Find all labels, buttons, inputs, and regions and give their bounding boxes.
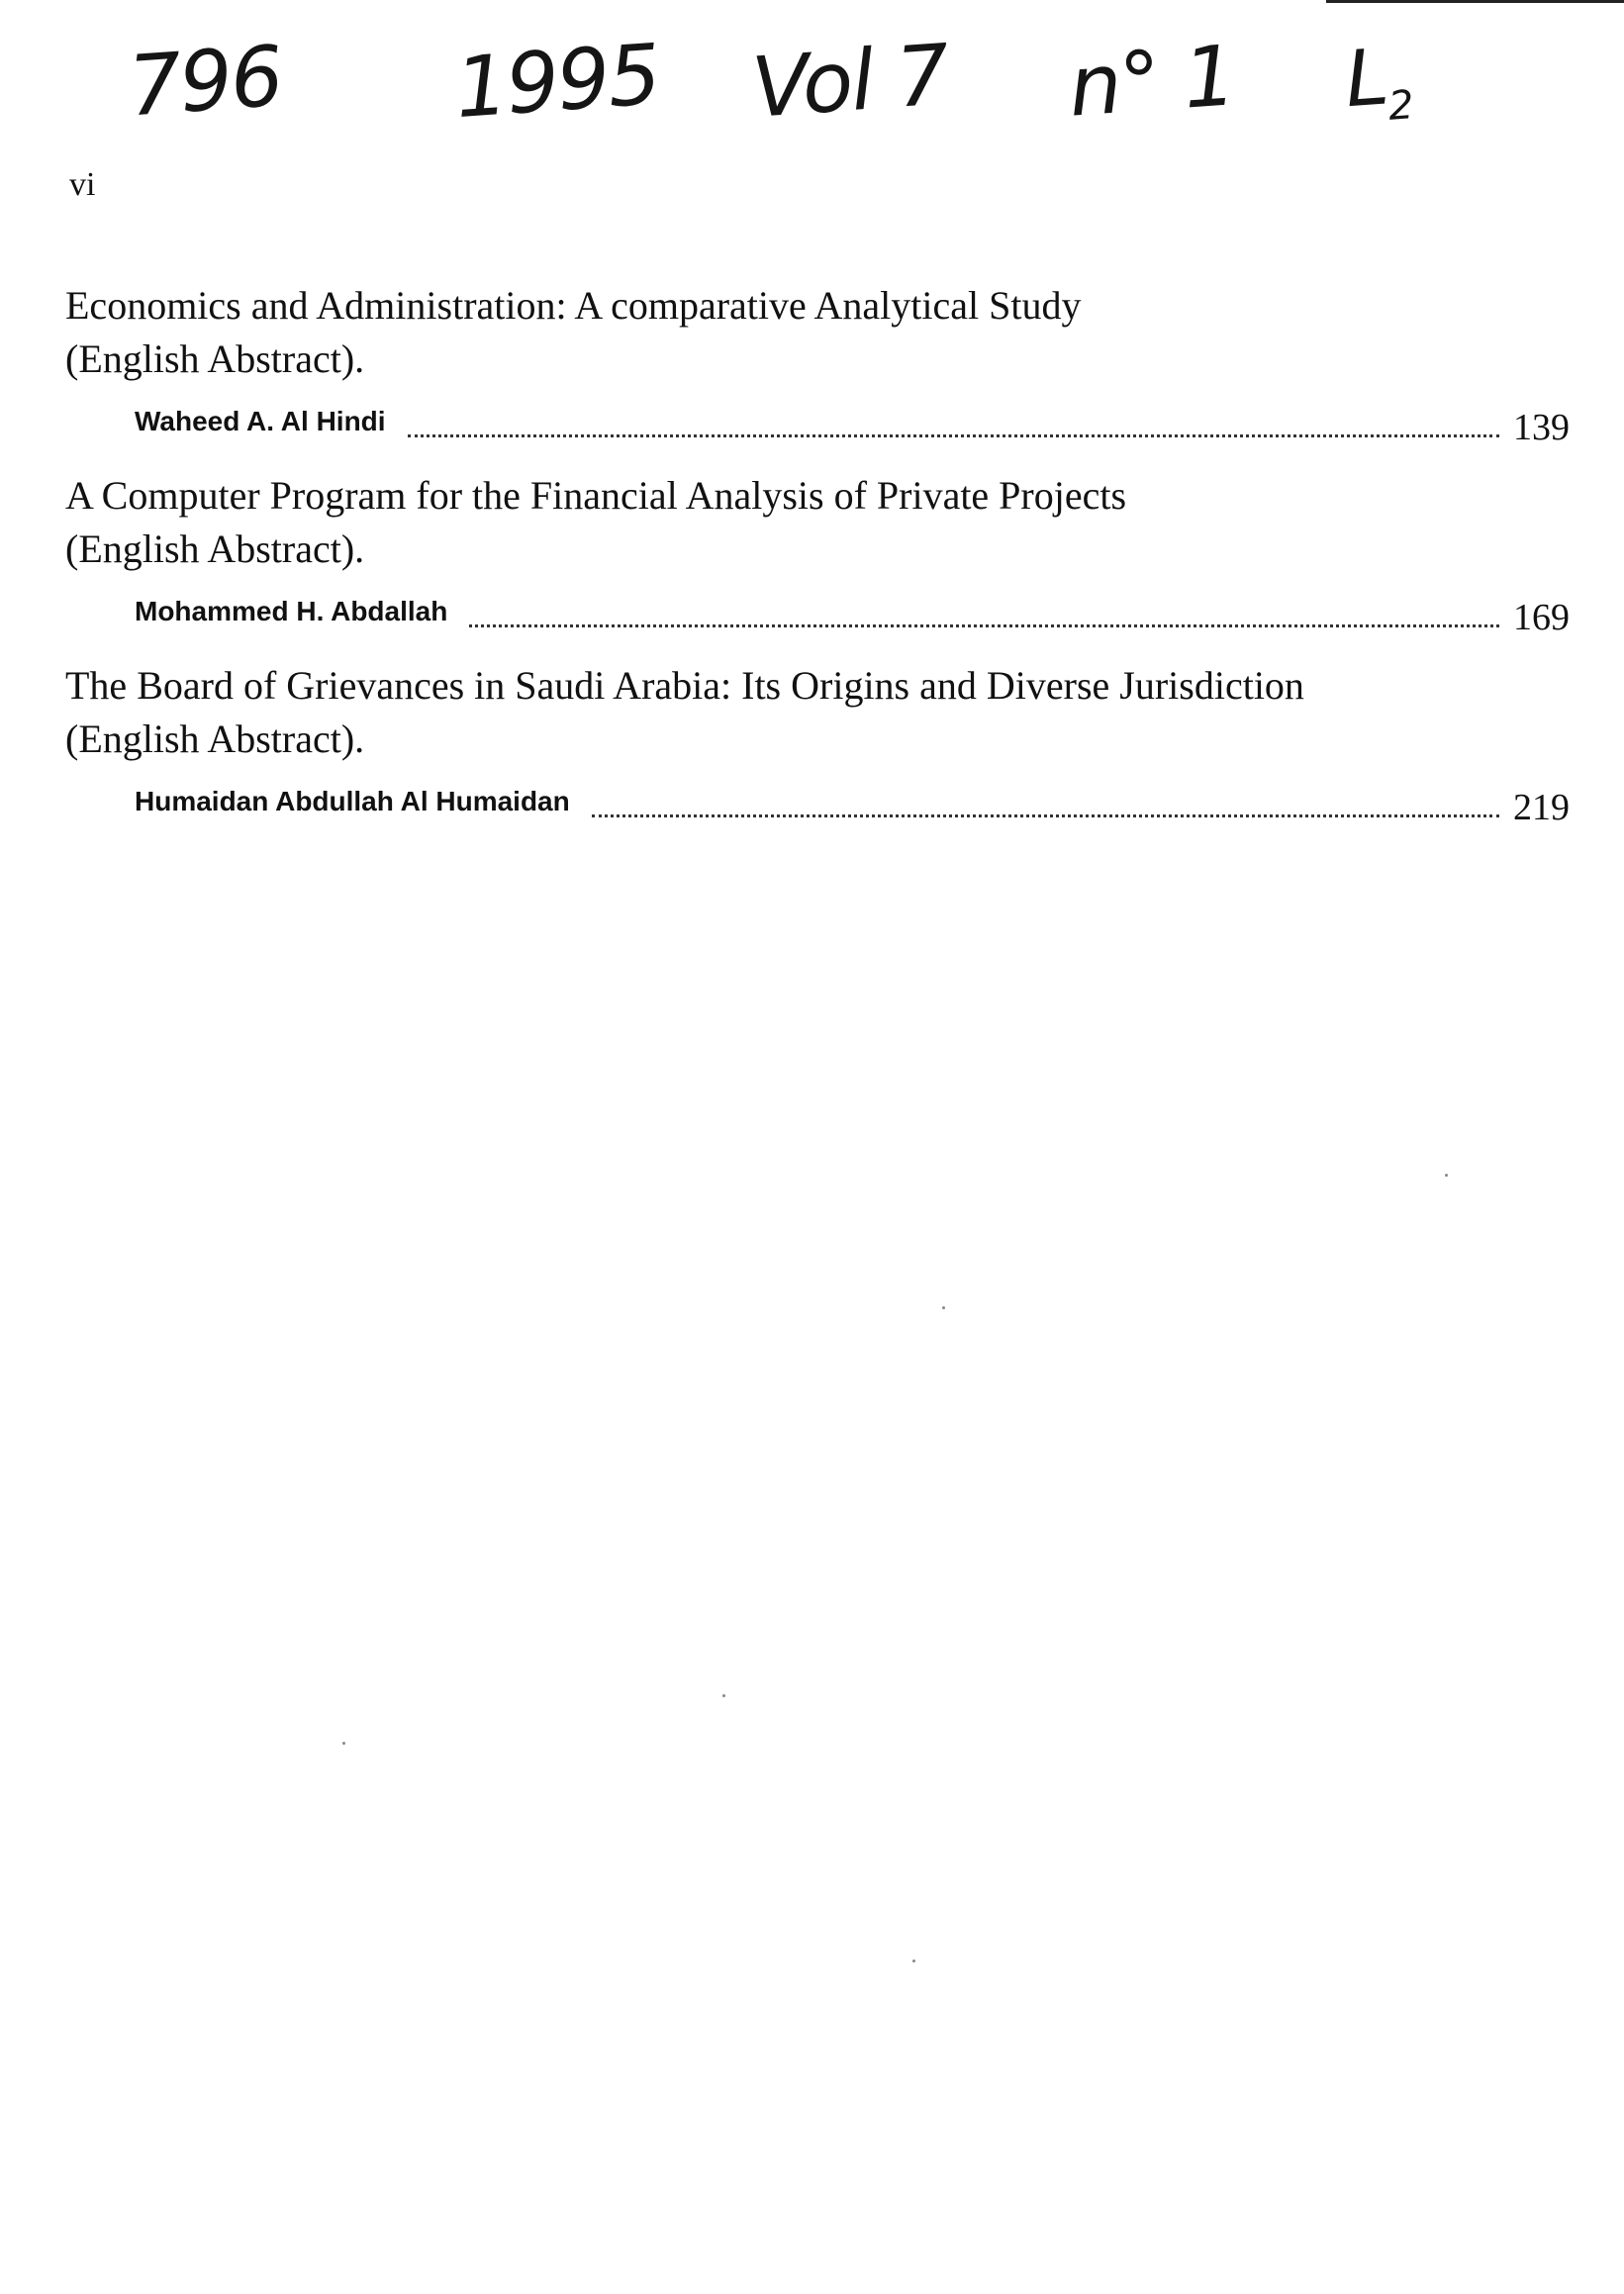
handwritten-issue-number: n° 1	[1065, 27, 1238, 136]
entry-author: Humaidan Abdullah Al Humaidan	[135, 786, 570, 816]
entry-title-continuation: (English Abstract).	[65, 526, 365, 571]
scan-speck	[912, 1959, 915, 1962]
toc-entry	[65, 469, 1570, 641]
entry-title-continuation: (English Abstract).	[65, 336, 365, 381]
dot-leader	[592, 814, 1499, 817]
entry-title: Economics and Administration: A comparative Analytical Study	[65, 283, 1082, 328]
entry-page-number: 219	[1513, 787, 1570, 828]
page-number: vi	[69, 166, 96, 203]
table-of-contents	[65, 279, 1570, 849]
scan-speck	[942, 1306, 945, 1309]
handwritten-ref-number: 796	[125, 27, 285, 136]
dot-leader	[469, 624, 1499, 627]
entry-title-continuation: (English Abstract).	[65, 717, 365, 761]
entry-page-number: 169	[1513, 597, 1570, 638]
entry-author: Waheed A. Al Hindi	[135, 406, 386, 436]
handwritten-year: 1995	[451, 25, 662, 138]
handwritten-volume: Vol 7	[748, 26, 951, 137]
handwritten-mark	[1342, 33, 1414, 130]
entry-author-line	[135, 772, 1570, 831]
scan-speck	[722, 1694, 725, 1697]
dot-leader	[408, 434, 1499, 437]
handwritten-mark-subscript: 2	[1386, 82, 1414, 130]
scan-speck	[1445, 1174, 1448, 1177]
toc-entry	[65, 279, 1570, 451]
handwritten-mark-letter: L	[1342, 33, 1390, 126]
entry-author-line	[135, 392, 1570, 451]
entry-title: A Computer Program for the Financial Analysis of Private Projects	[65, 473, 1127, 518]
top-edge-rule	[1326, 0, 1624, 3]
scan-speck	[342, 1742, 345, 1745]
entry-author: Mohammed H. Abdallah	[135, 596, 448, 626]
entry-title: The Board of Grievances in Saudi Arabia: Its Origins and Diverse Jurisdiction	[65, 663, 1304, 708]
toc-entry	[65, 659, 1570, 831]
entry-author-line	[135, 582, 1570, 641]
entry-page-number: 139	[1513, 407, 1570, 448]
